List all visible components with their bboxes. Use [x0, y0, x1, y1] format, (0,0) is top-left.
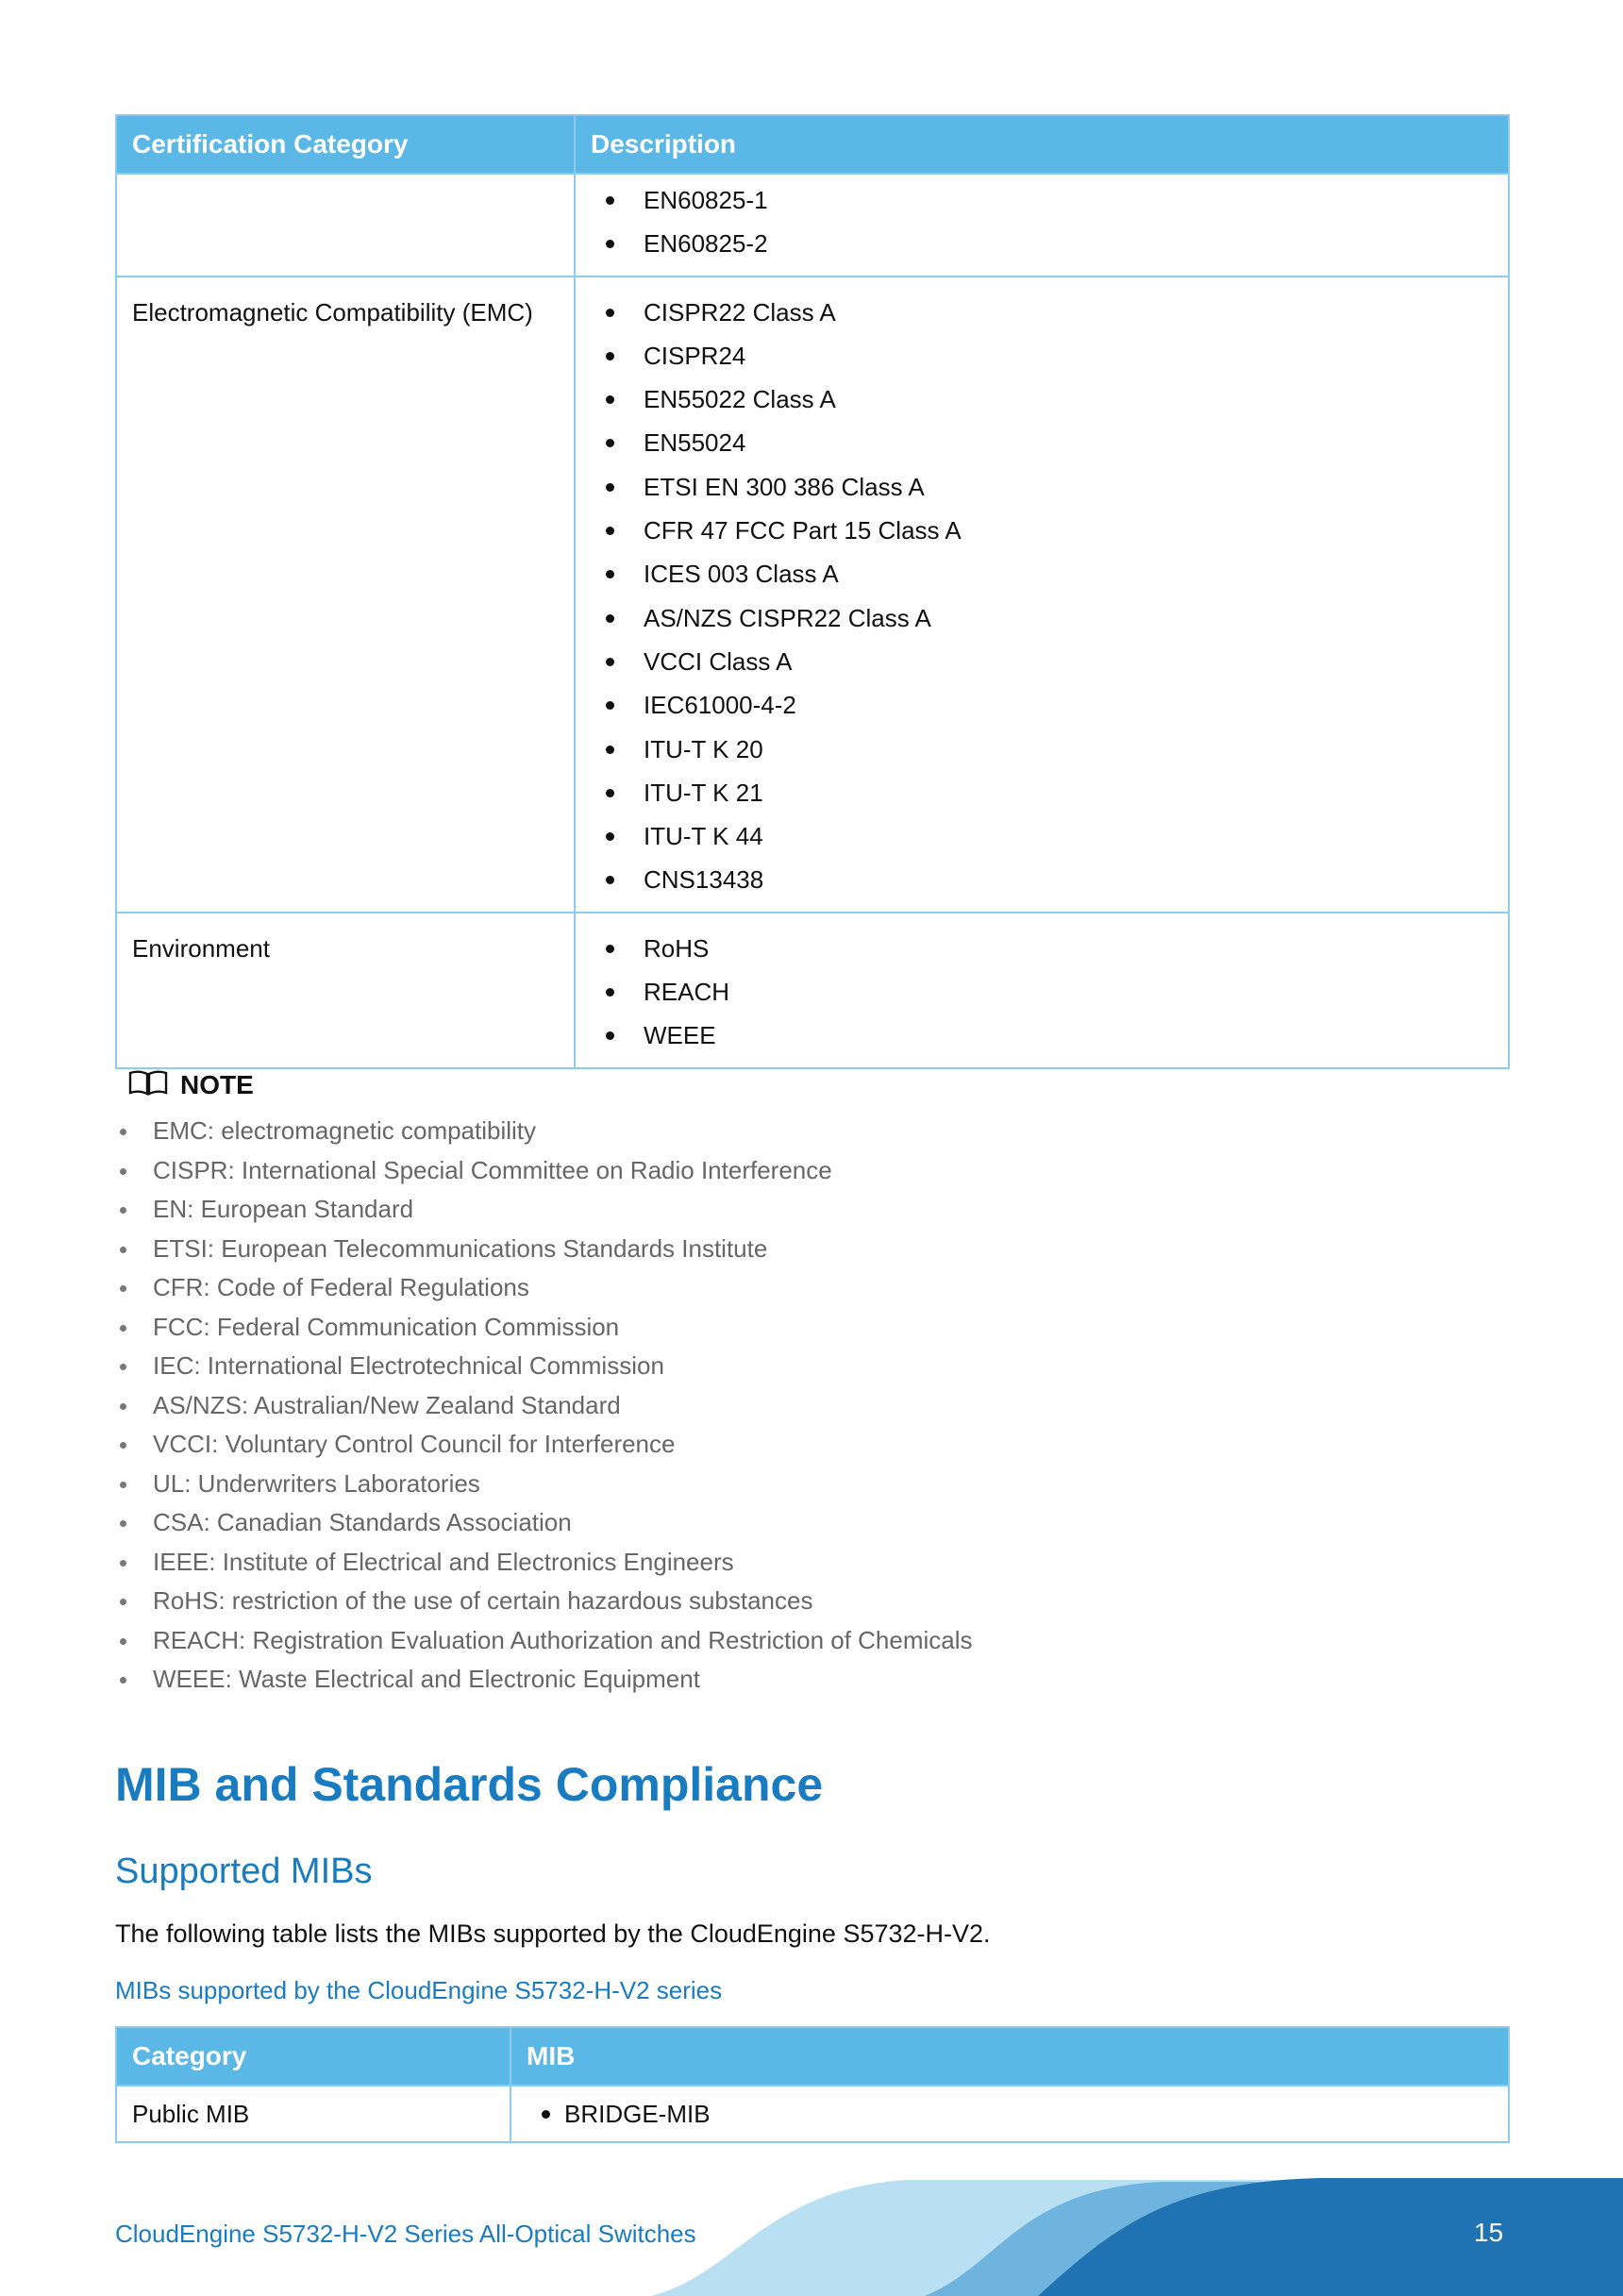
list-item: ITU-T K 20: [591, 728, 1493, 771]
list-item: IEC61000-4-2: [591, 683, 1493, 727]
note-item: EN: European Standard: [115, 1190, 973, 1230]
note-item: IEEE: Institute of Electrical and Electronics Engineers: [115, 1543, 973, 1583]
note-item: CISPR: International Special Committee on Radio Interference: [115, 1151, 973, 1191]
list-item: CISPR24: [591, 334, 1493, 377]
table-row: [116, 277, 1509, 913]
note-item: REACH: Registration Evaluation Authorization and Restriction of Chemicals: [115, 1621, 973, 1661]
note-item: CSA: Canadian Standards Association: [115, 1503, 973, 1543]
note-item: ETSI: European Telecommunications Standards Institute: [115, 1230, 973, 1269]
mib-cell: [510, 2086, 1509, 2142]
list-item: CISPR22 Class A: [591, 291, 1493, 334]
category-cell: [116, 174, 575, 277]
note-item: IEC: International Electrotechnical Commission: [115, 1347, 973, 1386]
list-item: ITU-T K 44: [591, 814, 1493, 858]
note-item: CFR: Code of Federal Regulations: [115, 1268, 973, 1308]
category-cell: Electromagnetic Compatibility (EMC): [116, 277, 575, 913]
list-item: RoHS: [591, 927, 1493, 970]
subsection-title: Supported MIBs: [115, 1852, 373, 1891]
description-cell: [575, 174, 1509, 277]
header-category: Category: [116, 2027, 510, 2086]
table-header-row: [116, 115, 1509, 174]
list-item: BRIDGE-MIB: [527, 2092, 1493, 2136]
description-cell: [575, 277, 1509, 913]
list-item: VCCI Class A: [591, 640, 1493, 683]
list-item: CFR 47 FCC Part 15 Class A: [591, 509, 1493, 552]
list-item: CNS13438: [591, 858, 1493, 901]
table-row: [116, 174, 1509, 277]
header-mib: MIB: [510, 2027, 1509, 2086]
header-certification-category: Certification Category: [116, 115, 575, 174]
note-item: UL: Underwriters Laboratories: [115, 1465, 973, 1504]
certification-table: [115, 114, 1510, 1069]
note-item: AS/NZS: Australian/New Zealand Standard: [115, 1386, 973, 1426]
note-title: NOTE: [180, 1070, 254, 1099]
list-item: ETSI EN 300 386 Class A: [591, 465, 1493, 509]
note-item: VCCI: Voluntary Control Council for Interference: [115, 1425, 973, 1465]
table-caption: MIBs supported by the CloudEngine S5732-H-V2 series: [115, 1976, 723, 2004]
list-item: EN60825-2: [591, 222, 1493, 265]
footer-product-name: CloudEngine S5732-H-V2 Series All-Optical Switches: [115, 2220, 696, 2248]
list-item: EN60825-1: [591, 178, 1493, 222]
table-row: [116, 913, 1509, 1068]
mib-table: [115, 2026, 1510, 2143]
list-item: EN55022 Class A: [591, 377, 1493, 421]
header-description: Description: [575, 115, 1509, 174]
description-cell: [575, 913, 1509, 1068]
list-item: ITU-T K 21: [591, 771, 1493, 814]
note-item: WEEE: Waste Electrical and Electronic Equipment: [115, 1660, 973, 1700]
list-item: REACH: [591, 970, 1493, 1014]
category-cell: Environment: [116, 913, 575, 1068]
list-item: ICES 003 Class A: [591, 552, 1493, 595]
table-row: [116, 2086, 1509, 2142]
list-item: WEEE: [591, 1014, 1493, 1057]
list-item: AS/NZS CISPR22 Class A: [591, 596, 1493, 640]
table-header-row: [116, 2027, 1509, 2086]
note-item: FCC: Federal Communication Commission: [115, 1308, 973, 1348]
intro-paragraph: The following table lists the MIBs supported by the CloudEngine S5732-H-V2.: [115, 1919, 991, 1948]
page-number: 15: [1474, 2218, 1504, 2247]
category-cell: Public MIB: [116, 2086, 510, 2142]
note-item: RoHS: restriction of the use of certain hazardous substances: [115, 1582, 973, 1621]
section-title: MIB and Standards Compliance: [115, 1758, 824, 1811]
list-item: EN55024: [591, 421, 1493, 464]
book-icon: [127, 1068, 169, 1103]
note-heading: [127, 1066, 254, 1104]
note-item: EMC: electromagnetic compatibility: [115, 1112, 973, 1151]
note-list: [115, 1112, 973, 1700]
